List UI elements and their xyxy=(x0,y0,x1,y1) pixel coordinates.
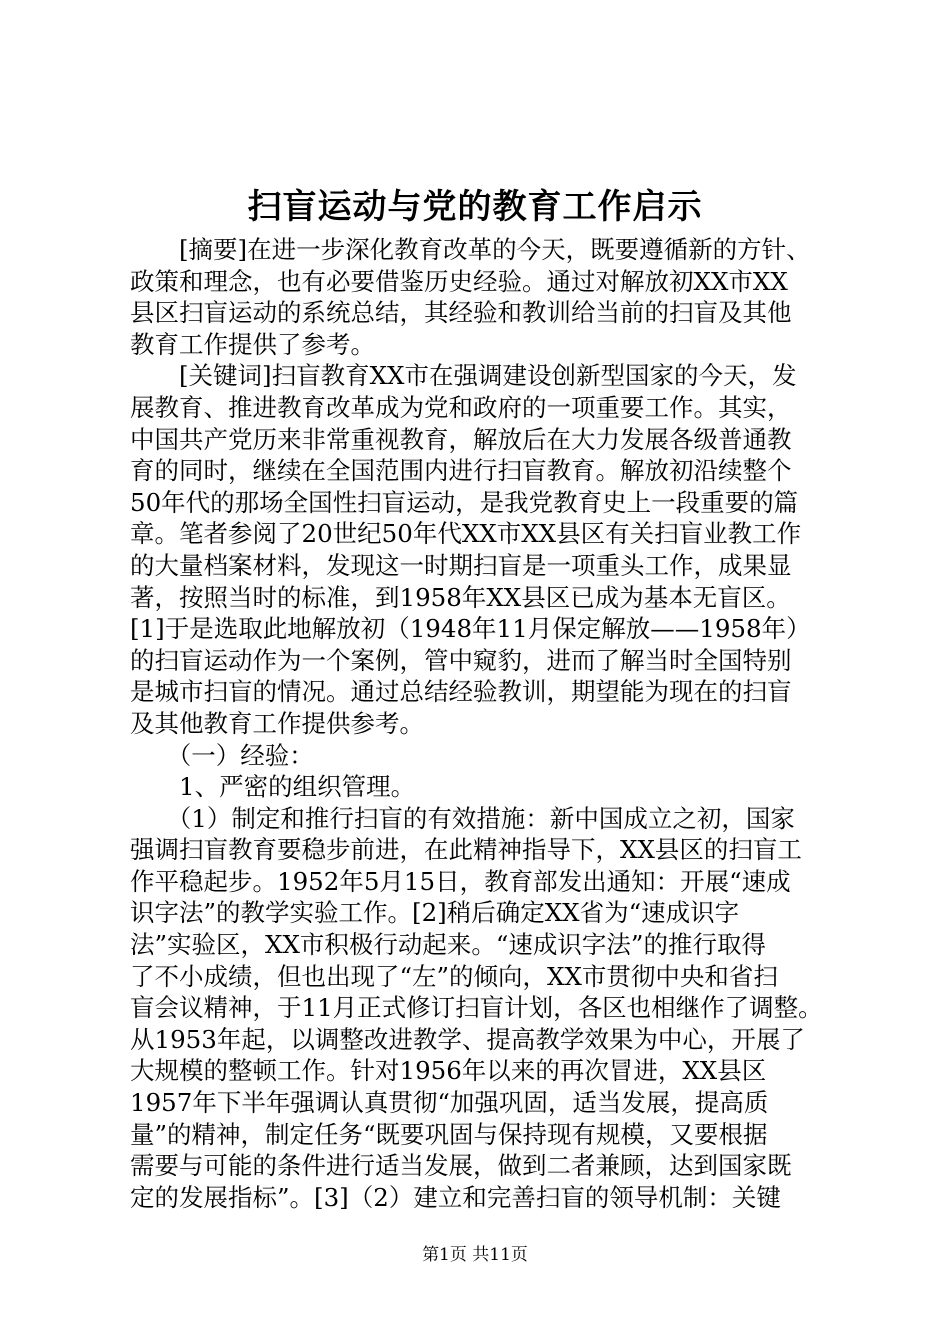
body-line: 1957年下半年强调认真贯彻“加强巩固，适当发展，提高质 xyxy=(130,1088,769,1118)
body-line: 50年代的那场全国性扫盲运动，是我党教育史上一段重要的篇 xyxy=(130,487,799,517)
body-line: 的扫盲运动作为一个案例，管中窥豹，进而了解当时全国特别 xyxy=(130,645,792,675)
body-line: 章。笔者参阅了20世纪50年代XX市XX县区有关扫盲业教工作 xyxy=(130,519,802,549)
body-line: 育的同时，继续在全国范围内进行扫盲教育。解放初沿续整个 xyxy=(130,456,792,486)
document-title: 扫盲运动与党的教育工作启示 xyxy=(247,187,703,227)
body-line: 作平稳起步。1952年5月15日，教育部发出通知：开展“速成 xyxy=(130,866,791,896)
document-body xyxy=(130,234,842,1213)
body-line: [关键词]扫盲教育XX市在强调建设创新型国家的今天，发 xyxy=(130,361,797,391)
body-line: 识字法”的教学实验工作。[2]稍后确定XX省为“速成识字 xyxy=(130,898,740,928)
body-line: 定的发展指标”。[3]（2）建立和完善扫盲的领导机制：关键 xyxy=(130,1182,781,1212)
body-line: 展教育、推进教育改革成为党和政府的一项重要工作。其实， xyxy=(130,392,792,422)
subsection-heading: 1、严密的组织管理。 xyxy=(130,772,416,802)
body-line: 著，按照当时的标准，到1958年XX县区已成为基本无盲区。 xyxy=(130,582,791,612)
body-line: 及其他教育工作提供参考。 xyxy=(130,708,424,738)
body-line: 量”的精神，制定任务“既要巩固与保持现有规模，又要根据 xyxy=(130,1119,768,1149)
body-line: 教育工作提供了参考。 xyxy=(130,329,375,359)
body-line: （1）制定和推行扫盲的有效措施：新中国成立之初，国家 xyxy=(130,803,795,833)
body-line: 政策和理念，也有必要借鉴历史经验。通过对解放初XX市XX xyxy=(130,266,788,296)
body-line: 中国共产党历来非常重视教育，解放后在大力发展各级普通教 xyxy=(130,424,792,454)
body-line: 大规模的整顿工作。针对1956年以来的再次冒进，XX县区 xyxy=(130,1056,767,1086)
body-line: 从1953年起，以调整改进教学、提高教学效果为中心，开展了 xyxy=(130,1024,805,1054)
body-line: 强调扫盲教育要稳步前进，在此精神指导下，XX县区的扫盲工 xyxy=(130,835,802,865)
body-line: 县区扫盲运动的系统总结，其经验和教训给当前的扫盲及其他 xyxy=(130,298,792,328)
section-heading: （一）经验： xyxy=(130,740,314,770)
body-line: 需要与可能的条件进行适当发展，做到二者兼顾，达到国家既 xyxy=(130,1151,792,1181)
body-line: 是城市扫盲的情况。通过总结经验教训，期望能为现在的扫盲 xyxy=(130,677,792,707)
body-line: 的大量档案材料，发现这一时期扫盲是一项重头工作，成果显 xyxy=(130,550,792,580)
body-line: 法”实验区，XX市积极行动起来。“速成识字法”的推行取得 xyxy=(130,930,766,960)
body-line: 了不小成绩，但也出现了“左”的倾向，XX市贯彻中央和省扫 xyxy=(130,961,778,991)
page-footer: 第1页 共11页 xyxy=(422,1245,528,1265)
body-line: [摘要]在进一步深化教育改革的今天，既要遵循新的方针、 xyxy=(130,235,811,264)
body-line: [1]于是选取此地解放初（1948年11月保定解放——1958年） xyxy=(130,614,811,644)
body-line: 盲会议精神，于11月正式修订扫盲计划，各区也相继作了调整。 xyxy=(130,993,823,1023)
